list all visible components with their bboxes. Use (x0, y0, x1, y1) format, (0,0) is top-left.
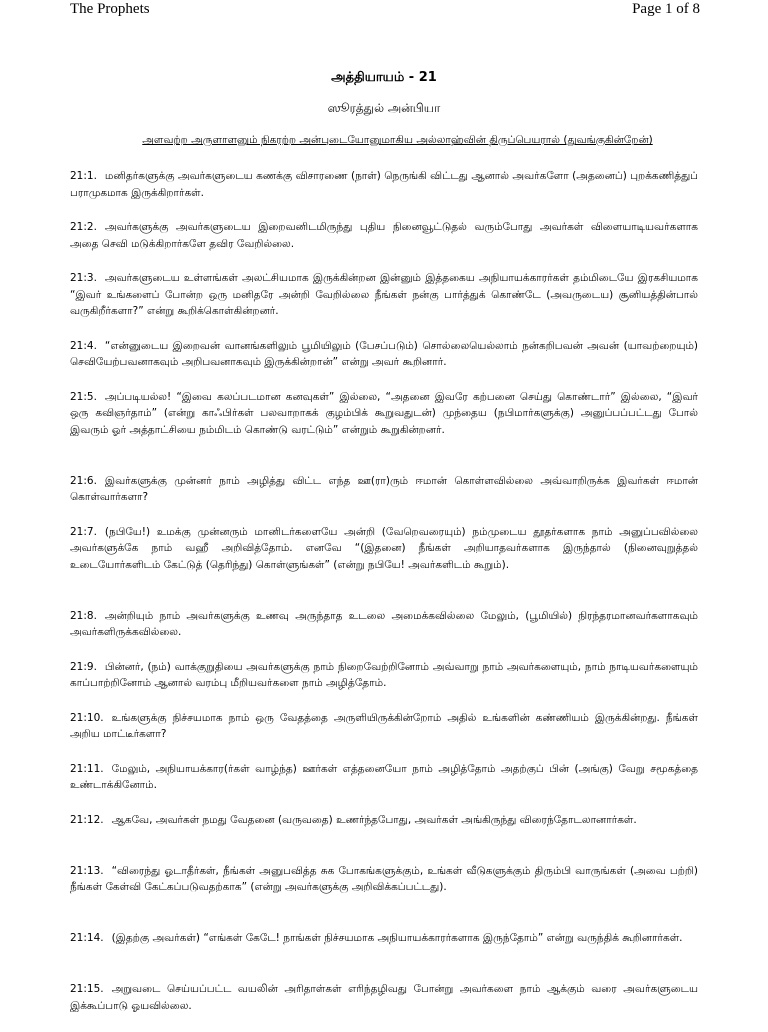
verse-list (70, 168, 698, 1032)
verse-text: மேலும், அநியாயக்கார(ர்கள் வாழ்ந்த) ஊர்கள் எத்தனையோ நாம் அழித்தோம் அதற்குப் பின் (அங்கு) வேறு சமூகத்தை உண்டாக்கினோம். (70, 762, 698, 791)
verse-number: 21:15. (70, 983, 104, 995)
verse (70, 659, 698, 692)
verse-text: மனிதர்களுக்கு அவர்களுடைய கணக்கு விசாரணை (நாள்) நெருங்கி விட்டது ஆனால் அவர்களோ (அதனைப்) புறக்கணித்துப் பராமுகமாக இருக்கிறார்கள். (70, 170, 698, 199)
verse (70, 710, 698, 743)
verse-number: 21:2. (70, 221, 97, 233)
verse (70, 930, 698, 963)
verse (70, 338, 698, 371)
verse-number: 21:4. (70, 339, 97, 352)
verse-number: 21:14. (70, 932, 104, 944)
verse-text: அப்படியல்ல! “இவை கலப்படமான கனவுகள்” இல்லை, “அதனை இவரே கற்பனை செய்து கொண்டார்” இல்லை, “இவர் ஒரு கவிஞர்தாம்” (என்று காஃபிர்கள் பலவாறாகக் குழம்பிக் கூறுவதுடன்) முந்தைய (நபிமார்களுக்கு) அனுப்பப்பட்டது போல் இவரும் ஓர் அத்தாட்சியை நம்மிடம் கொண்டு வரட்டும்” என்றும் கூறுகின்றனர். (70, 390, 698, 436)
verse-text: (இதற்கு அவர்கள்) “எங்கள் கேடே! நாங்கள் நிச்சயமாக அநியாயக்காரர்களாக இருந்தோம்” என்று வருந்திக் கூறினார்கள். (111, 932, 683, 944)
verse-number: 21:11. (70, 762, 104, 775)
verse-text: அறுவடை செய்யப்பட்ட வயலின் அரிதாள்கள் எரிந்தழிவது போன்று அவர்களை நாம் ஆக்கும் வரை அவர்களுடைய இக்கூப்பாடு ஓயவில்லை. (70, 983, 698, 1012)
verse-number: 21:10. (70, 711, 104, 724)
verse (70, 168, 698, 201)
header-title: The Prophets (70, 1, 150, 17)
verse-text: இவர்களுக்கு முன்னர் நாம் அழித்து விட்ட எந்த ஊ(ரா)ரும் ஈமான் கொள்ளவில்லை அவ்வாறிருக்க இவர்கள் ஈமான் கொள்வார்களா? (70, 474, 698, 503)
verse-text: உங்களுக்கு நிச்சயமாக நாம் ஒரு வேதத்தை அருளியிருக்கின்றோம் அதில் உங்களின் கண்ணியம் இருக்கின்றது. நீங்கள் அறிய மாட்டீர்களா? (70, 711, 698, 740)
verse-number: 21:1. (70, 170, 97, 182)
verse (70, 524, 698, 590)
sura-name: ஸூரத்துல் அன்பியா (327, 101, 441, 115)
verse-number: 21:8. (70, 609, 97, 622)
verse (70, 761, 698, 794)
bismillah-line: அளவற்ற அருளாளனும் நிகரற்ற அன்புடையோனுமாகிய அல்லாஹ்வின் திருப்பெயரால் (துவங்குகின்றேன்) (142, 134, 653, 146)
verse-text: ஆகவே, அவர்கள் நமது வேதனை (வருவதை) உணர்ந்தபோது, அவர்கள் அங்கிருந்து விரைந்தோடலானார்கள். (111, 813, 637, 826)
verse-number: 21:6. (70, 474, 97, 487)
verse (70, 812, 698, 845)
verse-number: 21:5. (70, 390, 97, 403)
verse (70, 270, 698, 320)
verse-number: 21:7. (70, 525, 97, 538)
verse-number: 21:9. (70, 660, 97, 673)
verse-number: 21:13. (70, 864, 104, 877)
verse (70, 981, 698, 1014)
verse-text: “விரைந்து ஓடாதீர்கள், நீங்கள் அனுபவித்த சுக போகங்களுக்கும், உங்கள் வீடுகளுக்கும் திரும்பி வாருங்கள் (அவை பற்றி) நீங்கள் கேள்வி கேட்கப்படுவதற்காக” (என்று அவர்களுக்கு அறிவிக்கப்பட்டது). (70, 864, 698, 893)
verse-number: 21:12. (70, 813, 104, 826)
verse-text: அவர்களுக்கு அவர்களுடைய இறைவனிடமிருந்து புதிய நினைவூட்டுதல் வரும்போது அவர்கள் விளையாடியவர்களாக அதை செவி மடுக்கிறார்களே தவிர வேறில்லை. (70, 221, 698, 250)
verse (70, 219, 698, 252)
verse (70, 473, 698, 506)
verse (70, 608, 698, 641)
verse-text: “என்னுடைய இறைவன் வானங்களிலும் பூமியிலும் (பேசப்படும்) சொல்லையெல்லாம் நன்கறிபவன் அவன் (யாவற்றையும்) செவியேற்பவனாகவும் அறிபவனாகவும் இருக்கின்றான்” என்று அவர் கூறினார். (70, 339, 698, 368)
verse-text: (நபியே!) உமக்கு முன்னரும் மானிடர்களையே அன்றி (வேறெவரையும்) நம்முடைய தூதர்களாக நாம் அனுப்பவில்லை அவர்களுக்கே நாம் வஹீ அறிவித்தோம். எனவே “(இதனை) நீங்கள் அறியாதவர்களாக இருந்தால் (நினைவுறுத்தல் உடையோர்களிடம் கேட்டுத் (தெரிந்து) கொள்ளுங்கள்” (என்று நபியே! அவர்களிடம் கூறும்). (70, 525, 698, 571)
page-number: Page 1 of 8 (632, 1, 700, 17)
verse-text: அவர்களுடைய உள்ளங்கள் அலட்சியமாக இருக்கின்றன இன்னும் இத்தகைய அநியாயக்காரர்கள் தம்மிடையே இரகசியமாக “இவர் உங்களைப் போன்ற ஒரு மனிதரே அன்றி வேறில்லை நீங்கள் நன்கு பார்த்துக் கொண்டே (அவருடைய) சூனியத்தின்பால் வருகிறீர்களா?” என்று கூறிக்கொள்கின்றனர். (70, 272, 698, 317)
chapter-title: அத்தியாயம் - 21 (331, 70, 437, 85)
page-header (0, 0, 768, 20)
verse-text: பின்னர், (நம்) வாக்குறுதியை அவர்களுக்கு நாம் நிறைவேற்றினோம் அவ்வாறு நாம் அவர்களையும், நாம் நாடியவர்களையும் காப்பாற்றினோம் ஆனால் வரம்பு மீறியவர்களை நாம் அழித்தோம். (70, 660, 698, 689)
verse (70, 863, 698, 913)
verse (70, 389, 698, 455)
verse-text: அன்றியும் நாம் அவர்களுக்கு உணவு அருந்தாத உடலை அமைக்கவில்லை மேலும், (பூமியில்) நிரந்தரமானவர்களாகவும் அவர்களிருக்கவில்லை. (70, 609, 698, 638)
verse-number: 21:3. (70, 272, 97, 284)
